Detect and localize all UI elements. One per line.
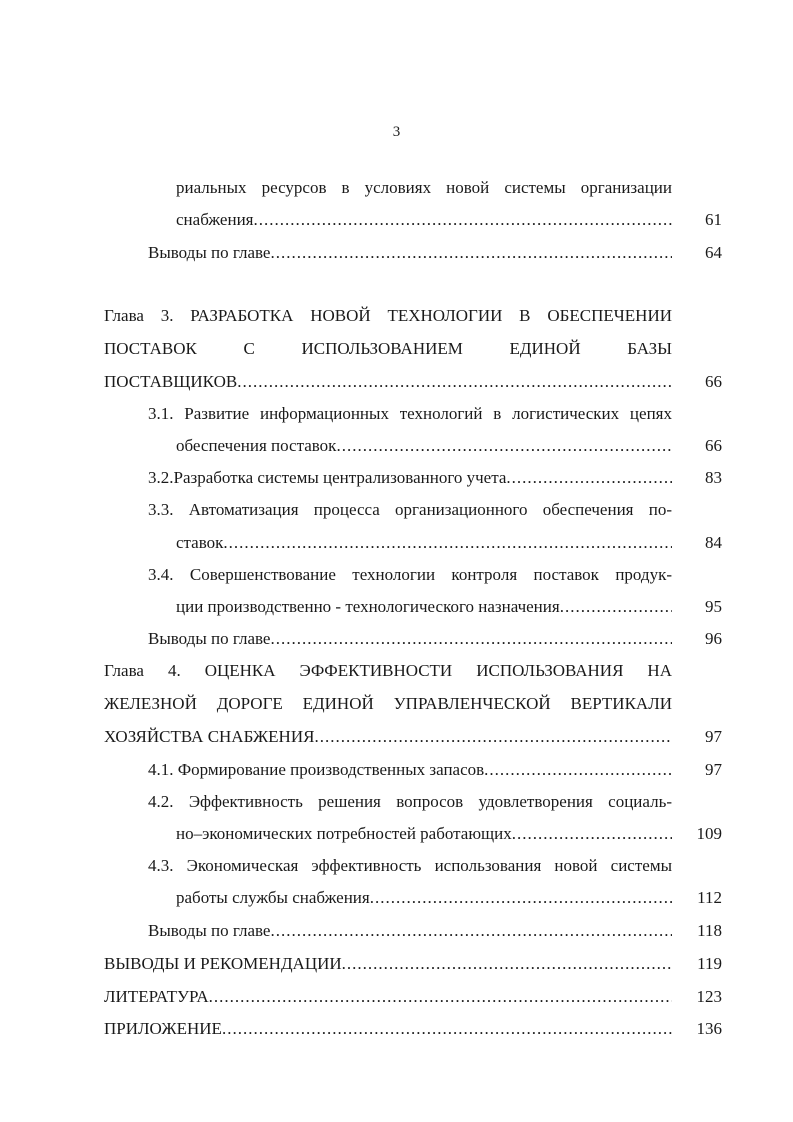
toc-entry-ch3: ПОСТАВЩИКОВ ..... (104, 372, 672, 392)
toc-page: 95 (705, 597, 722, 616)
toc-page: 118 (697, 921, 722, 940)
toc-page: 123 (696, 987, 722, 1006)
toc-s31-line1: 3.1. Развитие информационных технологий в логистических цепях (148, 404, 672, 423)
toc-page: 109 (696, 824, 722, 843)
toc-entry-s42: но–экономических потребностей работающих ..... (176, 824, 672, 844)
toc-entry-ch4: ХОЗЯЙСТВА СНАБЖЕНИЯ ..... (104, 727, 672, 747)
toc-ch4-line2: ЖЕЛЕЗНОЙ ДОРОГЕ ЕДИНОЙ УПРАВЛЕНЧЕСКОЙ ВЕРТИКАЛИ (104, 694, 672, 713)
toc-entry-ch4-outro: Выводы по главе ..... (148, 921, 672, 941)
toc-entry-ch2-outro: Выводы по главе ..... (148, 243, 672, 263)
toc-entry-literature: ЛИТЕРАТУРА ..... (104, 987, 672, 1007)
toc-entry-s33: ставок ..... (176, 533, 672, 553)
toc-ch3-line2: ПОСТАВОК С ИСПОЛЬЗОВАНИЕМ ЕДИНОЙ БАЗЫ (104, 339, 672, 358)
toc-page: 61 (705, 210, 722, 229)
leader-dots (254, 210, 673, 230)
toc-entry-s41: 4.1. Формирование производственных запасов ..... (148, 760, 672, 780)
toc-page: 136 (696, 1019, 722, 1038)
toc-entry-s43: работы службы снабжения ..... (176, 888, 672, 908)
toc-page: 97 (705, 760, 722, 779)
toc-page: 66 (705, 372, 722, 391)
toc-page: 84 (705, 533, 722, 552)
toc-s43-line1: 4.3. Экономическая эффективность использования новой системы (148, 856, 672, 875)
toc-cont-line1: риальных ресурсов в условиях новой системы организации (176, 178, 672, 197)
toc-entry-ch3-outro: Выводы по главе ..... (148, 629, 672, 649)
toc-entry-appendix: ПРИЛОЖЕНИЕ ..... (104, 1019, 672, 1039)
toc-ch4-line1: Глава 4. ОЦЕНКА ЭФФЕКТИВНОСТИ ИСПОЛЬЗОВАНИЯ НА (104, 661, 672, 680)
toc-entry-s31: обеспечения поставок ..... (176, 436, 672, 456)
toc-cont-line2: снабжения (176, 210, 254, 229)
toc-page: 97 (705, 727, 722, 746)
toc-entry-conclusions: ВЫВОДЫ И РЕКОМЕНДАЦИИ ..... (104, 954, 672, 974)
toc-page: 64 (705, 243, 722, 262)
toc-entry-cont (176, 210, 672, 230)
toc-page: 66 (705, 436, 722, 455)
toc-s42-line1: 4.2. Эффективность решения вопросов удовлетворения социаль- (148, 792, 672, 811)
toc-s33-line1: 3.3. Автоматизация процесса организационного обеспечения по- (148, 500, 672, 519)
page-number: 3 (392, 124, 401, 140)
toc-page: 119 (697, 954, 722, 973)
toc-page: 112 (697, 888, 722, 907)
toc-ch3-line1: Глава 3. РАЗРАБОТКА НОВОЙ ТЕХНОЛОГИИ В ОБЕСПЕЧЕНИИ (104, 306, 672, 325)
toc-s34-line1: 3.4. Совершенствование технологии контроля поставок продук- (148, 565, 672, 584)
toc-entry-s32: 3.2.Разработка системы централизованного учета ..... (148, 468, 672, 488)
toc-entry-s34: ции производственно - технологического назначения ..... (176, 597, 672, 617)
toc-page: 83 (705, 468, 722, 487)
toc-page: 96 (705, 629, 722, 648)
